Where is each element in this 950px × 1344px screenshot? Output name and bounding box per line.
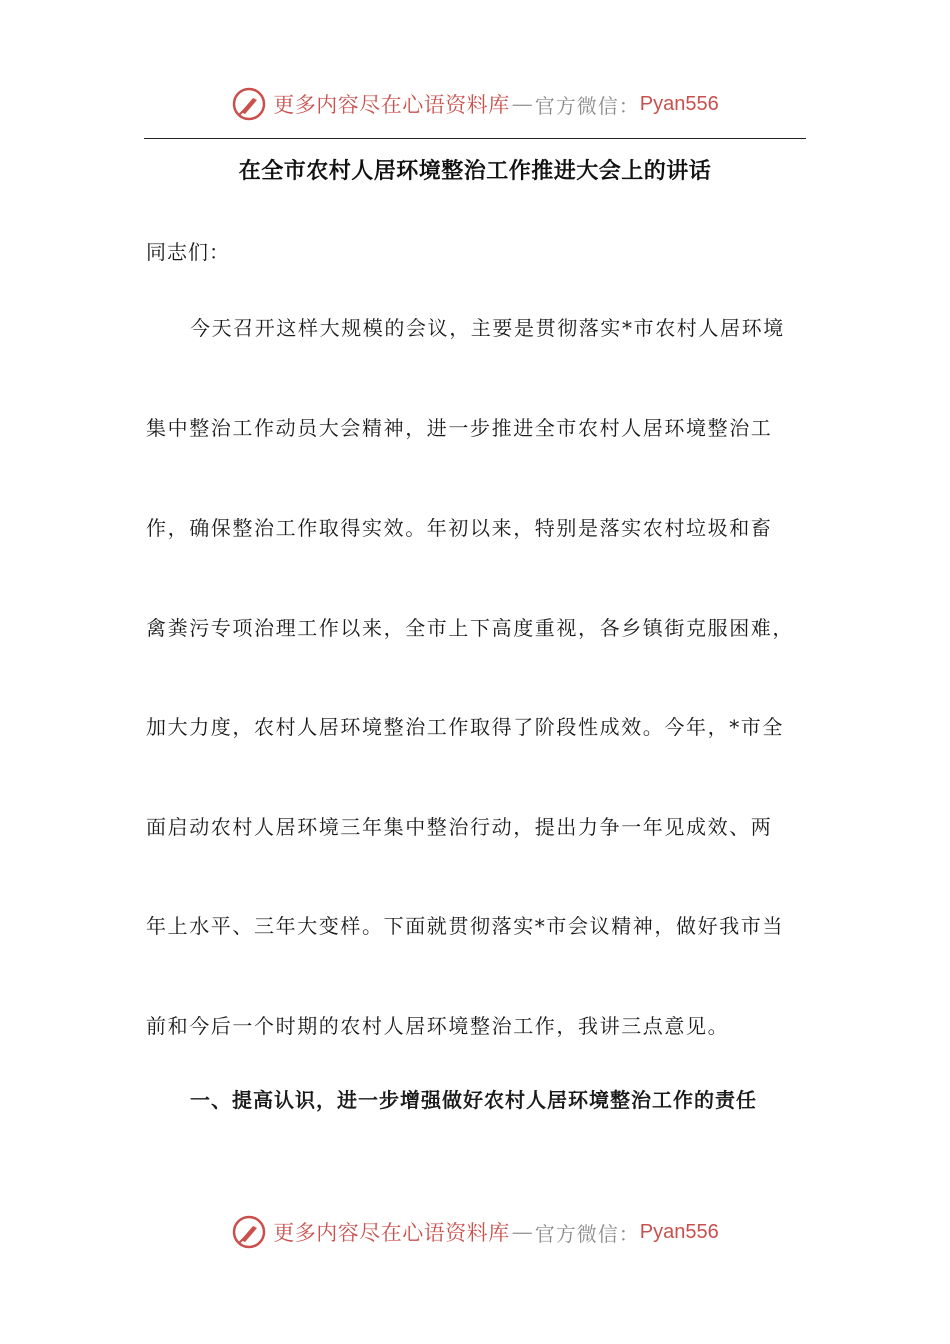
paragraph-line: 今天召开这样大规模的会议，主要是贯彻落实*市农村人居环境 (190, 316, 785, 340)
paragraph-line: 作，确保整治工作取得实效。年初以来，特别是落实农村垃圾和畜 (146, 516, 773, 540)
pen-nib-logo-icon (231, 1214, 267, 1250)
watermark-wechat-id: Pyan556 (639, 92, 719, 115)
salutation: 同志们： (146, 240, 230, 264)
pen-nib-logo-icon (231, 86, 267, 122)
watermark-dash: — (511, 92, 533, 116)
paragraph-line: 加大力度，农村人居环境整治工作取得了阶段性成效。今年，*市全 (146, 715, 784, 739)
watermark-site-text: 更多内容尽在心语资料库 (273, 93, 510, 117)
watermark-wechat-id: Pyan556 (639, 1220, 719, 1243)
watermark-dash: — (511, 1220, 533, 1244)
watermark-banner-bottom (0, 1212, 950, 1252)
watermark-label: 官方微信： (534, 93, 640, 118)
paragraph-line: 面启动农村人居环境三年集中整治行动，提出力争一年见成效、两 (146, 815, 773, 839)
watermark-label: 官方微信： (534, 1221, 640, 1246)
watermark-site-text: 更多内容尽在心语资料库 (273, 1221, 510, 1245)
section-heading: 一、提高认识，进一步增强做好农村人居环境整治工作的责任 (190, 1088, 757, 1112)
paragraph-line: 年上水平、三年大变样。下面就贯彻落实*市会议精神，做好我市当 (146, 914, 784, 938)
watermark-banner-top (0, 84, 950, 124)
paragraph-line: 禽粪污专项治理工作以来，全市上下高度重视，各乡镇街克服困难， (146, 616, 794, 640)
header-divider (144, 138, 806, 139)
paragraph-line: 前和今后一个时期的农村人居环境整治工作，我讲三点意见。 (146, 1014, 730, 1038)
paragraph-line: 集中整治工作动员大会精神，进一步推进全市农村人居环境整治工 (146, 416, 773, 440)
document-title: 在全市农村人居环境整治工作推进大会上的讲话 (238, 159, 712, 184)
